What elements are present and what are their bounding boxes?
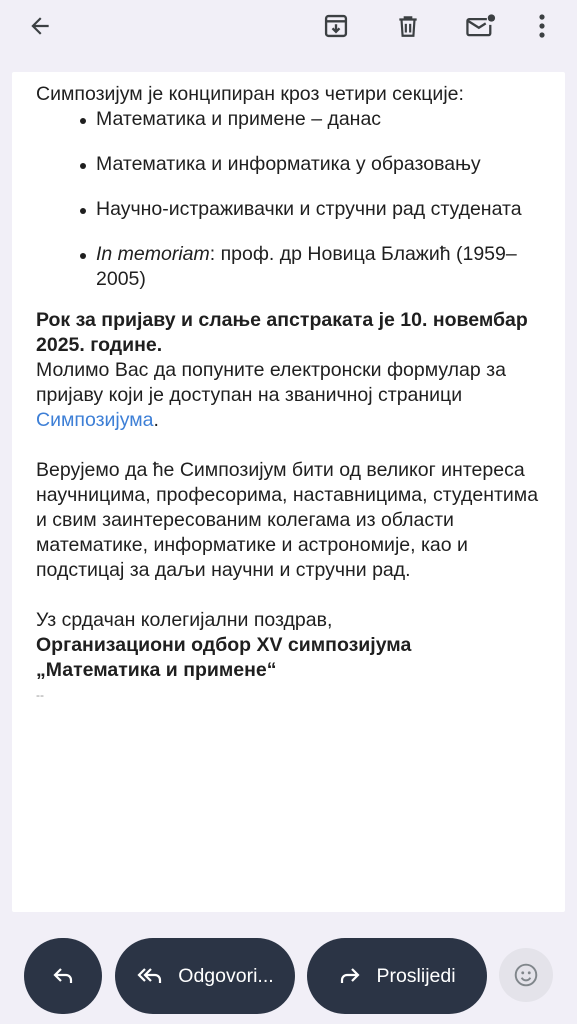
section-text: Научно-истраживачки и стручни рад студената: [96, 198, 522, 220]
reply-actions-bar: [0, 920, 577, 1024]
reply-all-button[interactable]: [115, 938, 295, 1014]
deadline-bold: Рок за пријаву и слање апстраката је 10. новембар 2025. године.: [36, 309, 528, 356]
deadline-end: .: [153, 409, 159, 431]
email-body: [36, 82, 548, 708]
signature-separator: --: [36, 688, 44, 702]
forward-label: Proslijedi: [376, 964, 456, 987]
back-button[interactable]: [16, 4, 64, 48]
trash-icon: [395, 12, 421, 40]
list-item: [36, 242, 548, 292]
list-item: [36, 152, 548, 177]
arrow-left-icon: [27, 13, 53, 39]
section-italic: In memoriam: [96, 243, 210, 265]
mark-unread-button[interactable]: [456, 4, 504, 48]
reply-all-label: Odgovori...: [178, 964, 274, 987]
deadline-paragraph: [36, 308, 548, 433]
section-text: Математика и информатика у образовању: [96, 153, 481, 175]
forward-icon: [338, 966, 362, 986]
greeting: Уз срдачан колегијални поздрав,: [36, 609, 333, 631]
top-toolbar: [0, 0, 577, 64]
section-text: : проф. др Новица Блажић (1959–2005): [96, 243, 517, 290]
archive-icon: [322, 12, 350, 40]
deadline-text: Молимо Вас да попуните електронски формулар за пријаву који је доступан на званичној страници: [36, 359, 506, 406]
list-item: [36, 197, 548, 222]
archive-button[interactable]: [312, 4, 360, 48]
more-vertical-icon: [538, 13, 546, 39]
reply-button[interactable]: [24, 938, 102, 1014]
belief-paragraph: Верујемо да ће Симпозијум бити од великог интереса научницима, професорима, наставницима, студентима и свим заинтересованим колегама из области математике, информатике и астрономије, као и подстицај за даљи научни и стручни рад.: [36, 459, 539, 581]
mail-unread-icon: [464, 12, 496, 40]
list-item: [36, 107, 548, 132]
reply-all-icon: [136, 966, 164, 986]
signature-line: „Математика и примене“: [36, 659, 277, 681]
section-text: Математика и примене – данас: [96, 108, 382, 130]
forward-button[interactable]: [307, 938, 487, 1014]
reply-icon: [51, 966, 75, 986]
delete-button[interactable]: [384, 4, 432, 48]
signature-line: Организациони одбор XV симпозијума: [36, 634, 412, 656]
email-body-card: [12, 72, 565, 912]
sections-list: [36, 107, 548, 292]
symposium-link[interactable]: Симпозијума: [36, 409, 154, 431]
intro-text: Симпозијум је конципиран кроз четири секције:: [36, 83, 464, 105]
emoji-reaction-button[interactable]: [499, 948, 553, 1002]
more-options-button[interactable]: [518, 4, 566, 48]
emoji-icon: [513, 962, 539, 988]
